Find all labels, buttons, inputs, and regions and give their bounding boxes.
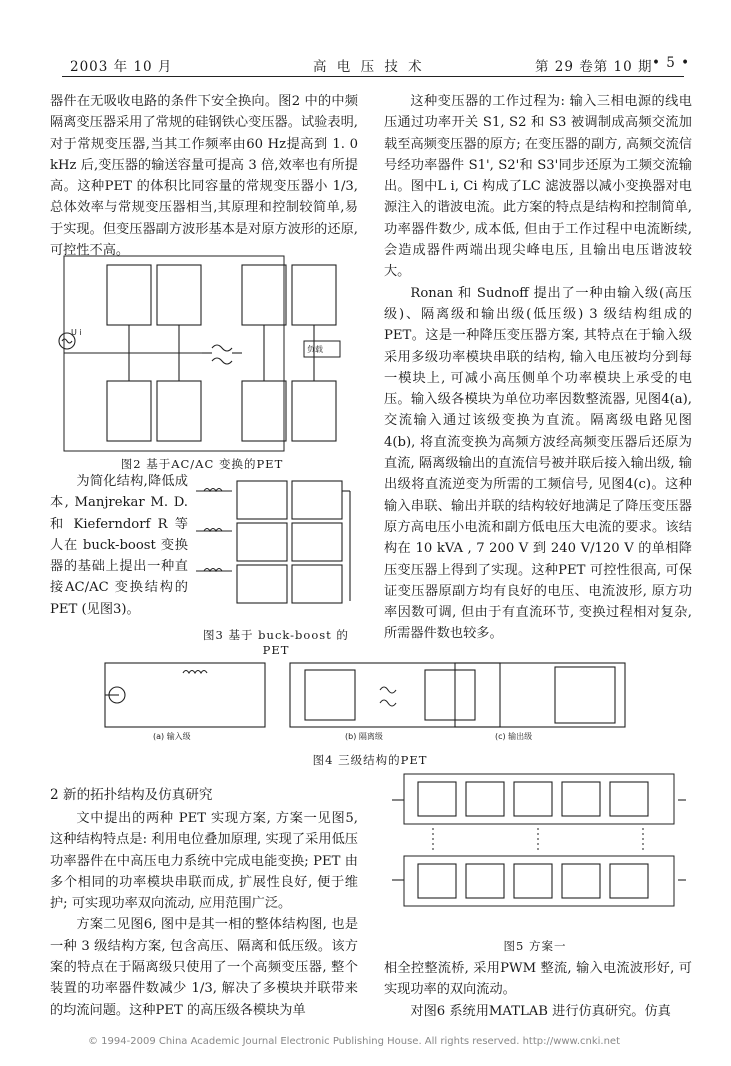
header-rule xyxy=(62,76,684,77)
left-column-bottom xyxy=(50,808,358,1021)
right-paragraph-1: 这种变压器的工作过程为: 输入三相电源的线电压通过功率开关 S1, S2 和 S3 被调制成高频交流加载至高频变压器的原方; 在变压器的副方, 高频交流信号经功率器件 S1', S2'和 S3'同步还原为工频交流输出。图中L i, Ci 构成了LC 滤波器以减小变换器对电源注入的谐波电流。此方案的特点是结构和控制简单, 功率器件数少, 成本低, 但由于工作过程中电流断续, 会造成器件两端出现尖峰电压, 且输出电压谐波较大。 xyxy=(384,94,692,280)
right-column-top xyxy=(384,91,692,645)
right-bottom-paragraph-2: 对图6 系统用MATLAB 进行仿真研究。仿真 xyxy=(410,1003,671,1019)
fig4b-label: (b) 隔离级 xyxy=(345,732,383,741)
right-paragraph-2: Ronan 和 Sudnoff 提出了一种由输入级(高压级)、隔离级和输出级(低压级) 3 级结构组成的PET。这是一种降压变压器方案, 其特点在于输入级采用多级功率模块串联的结构, 输入电压被均分到每一模块上, 可减小高压侧单个功率模块上承受的电压。输入级各模块为单位功率因数整流器, 见图4(a), 交流输入通过该级变换为直流。隔离级电路见图 4(b), 将直流变换为高频方波经高频变压器后还原为直流, 隔离级输出的直流信号被并联后接入输出级, 输出级将直流逆变为所需的工频信号, 见图4(c)。这种输入串联、输出并联的结构较好地满足了降压变压器原方高电压小电流和副方低电压大电流的要求。该结构在 10 kVA , 7 200 V 到 240 V/120 V 的单相降压变压器上得到了实现。这种PET 可控性很高, 可保证变压器原副方均有良好的电压、电流波形, 原方功率因数可调, 但由于有直流环节, 变换过程相对复杂, 所需器件数也较多。 xyxy=(384,285,692,642)
header-page: • 5 • xyxy=(652,55,691,71)
figure-2 xyxy=(52,253,352,458)
left-paragraph-1: 器件在无吸收电路的条件下安全换向。图2 中的中频隔离变压器采用了常规的硅钢铁心变压器。试验表明,对于常规变压器,当其工作频率由60 Hz提高到 1. 0 kHz 后,变压器的输送容量可提高 3 倍,效率也有所提高。这种PET 的体积比同容量的常规变压器小 1/3, 总体效率与常规变压器相当,其原理和控制较简单,易于实现。但变压器副方波形基本是对原方波形的还原,可控性不高。 xyxy=(50,94,358,259)
section2-paragraph-2: 方案二见图6, 图中是其一相的整体结构图, 也是一种 3 级结构方案, 包含高压、隔离和低压级。该方案的特点在于隔离级只使用了一个高频变压器, 整个装置的功率器件数减少 1/3, 解决了多模块并联带来的均流问题。这种PET 的高压级各模块为单 xyxy=(50,917,358,1018)
page-header xyxy=(0,0,731,80)
figure-5 xyxy=(388,770,688,930)
left-column-mid xyxy=(50,471,188,620)
section2-paragraph-1: 文中提出的两种 PET 实现方案, 方案一见图5, 这种结构特点是: 利用电位叠加原理, 实现了采用低压功率器件在中高压电力系统中完成电能变换; PET 由多个相同的功率模块串联而成, 扩展性良好, 便于维护; 可实现功率双向流动, 应用范围广泛。 xyxy=(50,811,358,912)
left-column-top xyxy=(50,91,358,261)
left-paragraph-2: 为简化结构,降低成本, Manjrekar M. D. 和 Kieferndorf R 等人在 buck-boost 变换器的基础上提出一种直接AC/AC 变换结构的PET (见图3)。 xyxy=(50,474,188,617)
fig2-load-label: 负载 xyxy=(307,345,323,354)
fig4c-label: (c) 输出级 xyxy=(495,732,533,741)
figure-3-caption: 图3 基于 buck-boost 的PET xyxy=(203,628,349,657)
figure-2-caption: 图2 基于AC/AC 变换的PET xyxy=(120,457,284,471)
section-2-title: 2 新的拓扑结构及仿真研究 xyxy=(50,787,213,803)
figure-3 xyxy=(192,471,352,621)
header-journal: 高 电 压 技 术 xyxy=(313,59,425,75)
fig4a-label: (a) 输入级 xyxy=(153,732,191,741)
figure-4-caption: 图4 三级结构的PET xyxy=(312,753,428,767)
header-issue: 第 29 卷第 10 期 xyxy=(535,59,653,75)
footer-copyright: © 1994-2009 China Academic Journal Electronic Publishing House. All rights reserved. http://www.cnki.net xyxy=(88,1036,620,1047)
right-bottom-paragraph-1: 相全控整流桥, 采用PWM 整流, 输入电流波形好, 可实现功率的双向流动。 xyxy=(384,961,692,998)
figure-4 xyxy=(95,655,705,745)
fig2-ui-label: U i xyxy=(71,328,82,337)
right-column-bottom xyxy=(384,958,692,1022)
header-date: 2003 年 10 月 xyxy=(70,59,173,75)
figure-5-caption: 图5 方案一 xyxy=(503,939,567,953)
